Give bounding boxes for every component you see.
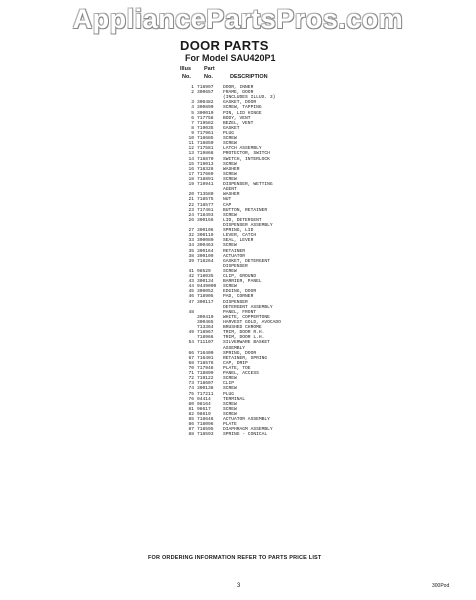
part-number: 300117 (197, 299, 214, 305)
part-number: 718577 (197, 202, 214, 208)
part-number: 718593 (197, 432, 214, 438)
part-number: 300052 (197, 289, 214, 295)
illus-number: 20 (188, 192, 194, 198)
illus-number: 34 (188, 243, 194, 249)
part-number: 716400 (197, 350, 214, 356)
part-description: SCREW (223, 412, 237, 417)
illus-number: 1 (191, 85, 194, 90)
illus-number: 22 (188, 202, 194, 208)
page-title: DOOR PARTS (180, 38, 269, 53)
part-description: SCREW (223, 268, 237, 274)
illus-number: 67 (188, 355, 194, 361)
part-description: SWITCH, INTERLOCK (223, 156, 270, 162)
part-description: ACTUATOR ASSEMBLY (223, 417, 270, 423)
part-number: 718646 (197, 417, 214, 423)
part-description: TRIM, DOOR L.H. (223, 335, 265, 341)
part-description: SCREW (223, 284, 237, 290)
part-number: 719582 (197, 120, 214, 126)
part-number: 300119 (197, 233, 214, 239)
illus-number: 21 (188, 197, 194, 203)
illus-number: 74 (188, 386, 194, 392)
part-number: 9449000 (197, 284, 217, 290)
part-number: 718575 (197, 197, 214, 203)
illus-number: 44 (188, 284, 194, 290)
part-number: 300134 (197, 279, 214, 285)
illus-number: 11 (188, 141, 194, 147)
part-description: BODY, VENT (223, 115, 251, 121)
part-description: TERMINAL (223, 396, 246, 402)
part-description: PANEL, ACCESS (223, 371, 259, 377)
part-description: PLATE, TOE (223, 366, 251, 372)
part-description: PROTECTOR, SWITCH (223, 151, 270, 157)
part-number: 717961 (197, 130, 214, 136)
illus-number: 9 (191, 130, 194, 136)
part-description: EDGING, DOOR (223, 289, 257, 295)
part-description: WHITE, COPPERTONE (223, 314, 270, 320)
illus-number: 15 (188, 161, 194, 167)
part-number: 718905 (197, 294, 214, 300)
part-number: 718966 (197, 335, 214, 341)
part-description: DISPENSER ASSEMBLY (223, 222, 273, 228)
part-number: 300890 (197, 105, 214, 111)
part-number: 719035 (197, 125, 214, 131)
part-description: GASKET, DETERGENT (223, 258, 270, 264)
part-number: 718870 (197, 156, 214, 162)
illus-number: 41 (188, 268, 194, 274)
part-description: SCREW (223, 401, 237, 407)
part-description: RETAINER, SPRING (223, 355, 268, 361)
part-number: 719122 (197, 376, 214, 382)
part-description: SCREW (223, 136, 237, 142)
part-number: 718576 (197, 360, 214, 366)
illus-number: 18 (188, 176, 194, 182)
illus-number: 14 (188, 156, 194, 162)
part-number: 717211 (197, 391, 214, 397)
part-description: FRAME, DOOR (223, 90, 254, 96)
part-description: DISPENSER (223, 263, 248, 269)
illus-number: 7 (191, 120, 194, 126)
part-number: 98529 (197, 268, 211, 274)
illus-number: 6 (191, 115, 194, 121)
part-number: 718850 (197, 141, 214, 147)
illus-number: 27 (188, 228, 194, 234)
part-description: SCREW (223, 376, 237, 382)
part-description: SCREW (223, 176, 237, 182)
illus-number: 88 (188, 432, 194, 438)
part-description: DISPENSER, WETTING (223, 182, 273, 188)
part-number: 300010 (197, 110, 214, 116)
part-number: 718035 (197, 274, 214, 280)
illus-number: 39 (188, 258, 194, 264)
part-description: PLUG (223, 391, 235, 397)
part-description: RETAINER (223, 248, 246, 254)
part-number: 98617 (197, 406, 211, 412)
illus-number: 42 (188, 274, 194, 280)
part-number: 718096 (197, 422, 214, 428)
part-number: 719868 (197, 151, 214, 157)
part-description: PLATE (223, 422, 237, 428)
illus-number: 81 (188, 406, 194, 412)
part-number: 711107 (197, 340, 214, 346)
illus-number: 75 (188, 391, 194, 397)
model-subtitle: For Model SAU420P1 (185, 53, 276, 63)
part-number: 300109 (197, 253, 214, 259)
part-number: 718493 (197, 212, 214, 218)
illus-number: 16 (188, 166, 194, 172)
part-description: SCREW (223, 243, 237, 249)
part-description: DIAPHRAGM ASSEMBLY (223, 427, 273, 433)
part-description: DETERGENT ASSEMBLY (223, 304, 273, 310)
part-description: ASSEMBLY (223, 345, 246, 351)
part-description: CLIP (223, 381, 235, 387)
illus-number: 23 (188, 207, 194, 213)
part-description: LID, DETERGENT (223, 217, 262, 223)
illus-number: 68 (188, 360, 194, 366)
part-number: 718685 (197, 136, 214, 142)
part-description: WASHER (223, 166, 240, 172)
part-description: CAP, DRIP (223, 360, 248, 366)
part-description: PIN, LID HINGE (223, 110, 262, 116)
part-number: 98619 (197, 412, 211, 417)
part-number: 718264 (197, 258, 214, 264)
part-number: 94414 (197, 396, 211, 402)
illus-number: 86 (188, 422, 194, 428)
illus-number: 80 (188, 401, 194, 407)
part-description: SILVERWARE BASKET (223, 340, 270, 346)
part-description: PAD, CORNER (223, 294, 254, 300)
part-description: SPRING - CONICAL (223, 432, 268, 438)
part-number: 718997 (197, 85, 214, 90)
part-number: 300465 (197, 320, 214, 326)
part-description: ACTUATOR (223, 253, 246, 259)
part-number: 300080 (197, 238, 214, 244)
part-number: 718967 (197, 330, 214, 336)
part-description: PLUG (223, 130, 235, 136)
illus-number: 87 (188, 427, 194, 433)
part-number: 719013 (197, 161, 214, 167)
part-description: SCREW (223, 141, 237, 147)
part-number: 98164 (197, 401, 211, 407)
part-description: SCREW (223, 161, 237, 167)
illus-number: 85 (188, 417, 194, 423)
illus-number: 46 (188, 294, 194, 300)
part-number: 713364 (197, 325, 214, 331)
illus-number: 32 (188, 233, 194, 239)
part-description: SCREW, TAPPING (223, 105, 262, 111)
illus-number: 19 (188, 182, 194, 188)
part-number: 300138 (197, 386, 214, 392)
header-illus-bottom: No. (182, 74, 191, 80)
illus-number: 13 (188, 151, 194, 157)
illus-number: 3 (191, 100, 194, 106)
illus-number: 4 (191, 105, 194, 111)
parts-list (180, 85, 360, 438)
header-description: DESCRIPTION (230, 74, 268, 80)
part-description: DOOR, INNER (223, 85, 254, 90)
part-description: BRUSHED CHROME (223, 325, 262, 331)
part-description: SCREW (223, 406, 237, 412)
page-number: 3 (237, 583, 241, 589)
illus-number: 45 (188, 289, 194, 295)
part-number: 716401 (197, 355, 214, 361)
illus-number: 70 (188, 366, 194, 372)
part-number: 713580 (197, 192, 214, 198)
illus-number: 5 (191, 110, 194, 116)
illus-number: 71 (188, 371, 194, 377)
illus-number: 54 (188, 340, 194, 346)
page-code: 300Pod (432, 583, 450, 589)
part-number: 300164 (197, 248, 214, 254)
parts-row (180, 432, 360, 437)
part-number: 300482 (197, 100, 214, 106)
part-description: LATCH ASSEMBLY (223, 146, 262, 152)
illus-number: 38 (188, 253, 194, 259)
illus-number: 76 (188, 396, 194, 402)
illus-number: 8 (191, 125, 194, 131)
part-number: 717669 (197, 171, 214, 177)
part-description: GASKET (223, 125, 240, 131)
part-description: DISPENSER (223, 299, 248, 305)
illus-number: 43 (188, 279, 194, 285)
header-part-bottom: No. (204, 74, 213, 80)
part-description: SEAL, LEVER (223, 238, 254, 244)
illus-number: 35 (188, 248, 194, 254)
part-number: 300657 (197, 90, 214, 96)
illus-number: 66 (188, 350, 194, 356)
header-part-top: Part (204, 66, 215, 72)
illus-number: 26 (188, 217, 194, 223)
part-description: CLIP, GROUND (223, 274, 257, 280)
illus-number: 12 (188, 146, 194, 152)
illus-number: 17 (188, 171, 194, 177)
part-description: SPRING, DOOR (223, 350, 257, 356)
part-description: BARRIER, PANEL (223, 279, 262, 285)
part-number: 717581 (197, 146, 214, 152)
illus-number: 82 (188, 412, 194, 417)
part-number: 717461 (197, 207, 214, 213)
part-number: 300463 (197, 243, 214, 249)
part-number: 718891 (197, 176, 214, 182)
illus-number: 48 (188, 309, 194, 315)
part-description: PANEL, FRONT (223, 309, 257, 315)
part-number: 718595 (197, 427, 214, 433)
part-number: 718899 (197, 371, 214, 377)
illus-number: 10 (188, 136, 194, 142)
illus-number: 72 (188, 376, 194, 382)
illus-number: 49 (188, 330, 194, 336)
part-description: AGENT (223, 187, 237, 193)
illus-number: 73 (188, 381, 194, 387)
part-description: HARVEST GOLD, AVOCADO (223, 320, 281, 326)
part-description: LEVER, CATCH (223, 233, 257, 239)
illus-number: 2 (191, 90, 194, 96)
part-description: SCREW (223, 386, 237, 392)
part-description: BUTTON, RETAINER (223, 207, 268, 213)
part-number: 300410 (197, 314, 214, 320)
part-description: TRIM, DOOR R.H. (223, 330, 265, 336)
part-description: NUT (223, 197, 232, 203)
part-description: SCREW (223, 212, 237, 218)
part-number: 300156 (197, 217, 214, 223)
part-number: 717948 (197, 366, 214, 372)
part-description: WASHER (223, 192, 240, 198)
part-description: SCREW (223, 171, 237, 177)
part-number: 719941 (197, 182, 214, 188)
part-number: 717758 (197, 115, 214, 121)
part-description: CAP (223, 202, 232, 208)
part-number: 718607 (197, 381, 214, 387)
header-illus-top: Illus (180, 66, 192, 72)
ordering-info-footer: FOR ORDERING INFORMATION REFER TO PARTS PRICE LIST (148, 555, 322, 561)
part-number: 718328 (197, 166, 214, 172)
site-watermark: AppliancePartsPros.com (72, 4, 404, 34)
illus-number: 47 (188, 299, 194, 305)
part-description: (INCLUDES ILLUS. 3) (223, 95, 276, 101)
illus-number: 24 (188, 212, 194, 218)
part-description: BEZEL, VENT (223, 120, 254, 126)
part-number: 300106 (197, 228, 214, 234)
illus-number: 33 (188, 238, 194, 244)
part-description: SPRING, LID (223, 228, 254, 234)
part-description: GASKET, DOOR (223, 100, 257, 106)
